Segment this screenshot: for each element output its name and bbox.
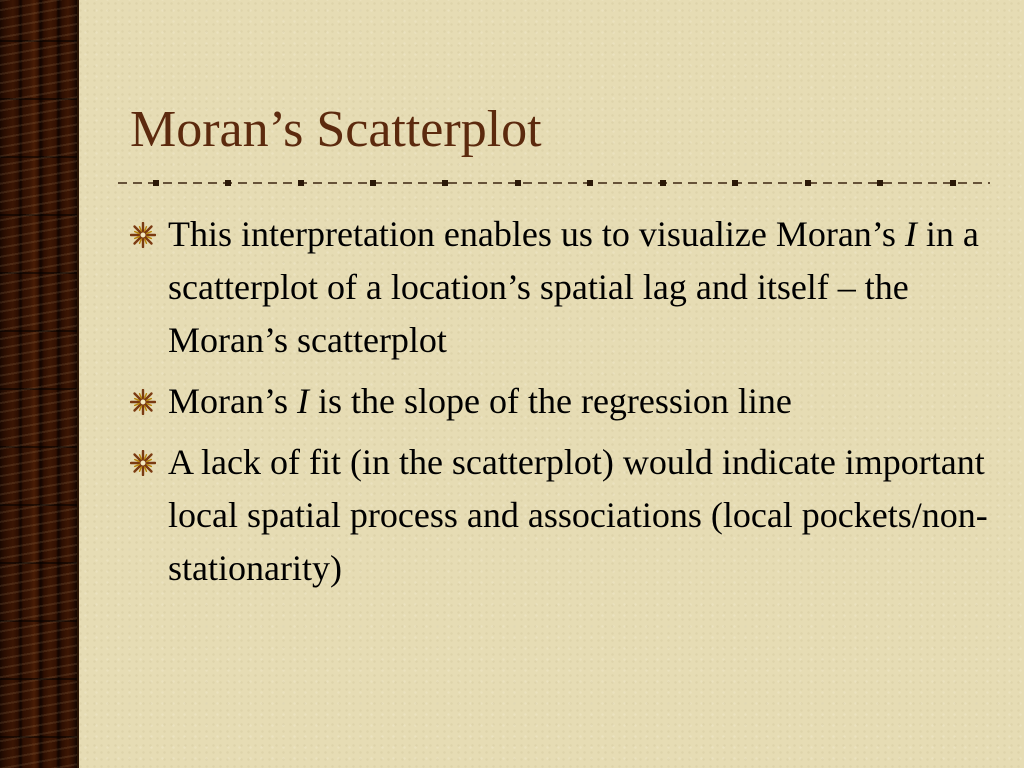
bullet-list xyxy=(130,208,1000,603)
divider-dot xyxy=(950,180,956,186)
slide-title: Moran’s Scatterplot xyxy=(130,101,542,158)
divider-dot xyxy=(805,180,811,186)
divider-dot xyxy=(877,180,883,186)
divider-dot xyxy=(153,180,159,186)
divider-dot xyxy=(225,180,231,186)
title-divider xyxy=(118,176,990,190)
italic-variable: I xyxy=(904,214,917,254)
divider-dot xyxy=(660,180,666,186)
asterisk-star-icon xyxy=(130,389,156,415)
wood-border xyxy=(0,0,79,768)
bullet-text: A lack of fit (in the scatterplot) would indicate important local spatial process and associations (local pockets/non-stationarity) xyxy=(168,442,988,588)
divider-dot xyxy=(515,180,521,186)
bullet-text: This interpretation enables us to visualize Moran’s I in a scatterplot of a location’s spatial lag and itself – the Moran’s scatterplot xyxy=(168,214,979,360)
divider-dot xyxy=(442,180,448,186)
bullet-item xyxy=(130,208,1000,367)
divider-dot xyxy=(370,180,376,186)
bullet-item xyxy=(130,436,1000,595)
asterisk-star-icon xyxy=(130,222,156,248)
divider-dot xyxy=(587,180,593,186)
divider-dot xyxy=(732,180,738,186)
bullet-item xyxy=(130,375,1000,428)
bullet-text: Moran’s I is the slope of the regression line xyxy=(168,381,792,421)
italic-variable: I xyxy=(297,381,309,421)
divider-dot xyxy=(298,180,304,186)
asterisk-star-icon xyxy=(130,450,156,476)
